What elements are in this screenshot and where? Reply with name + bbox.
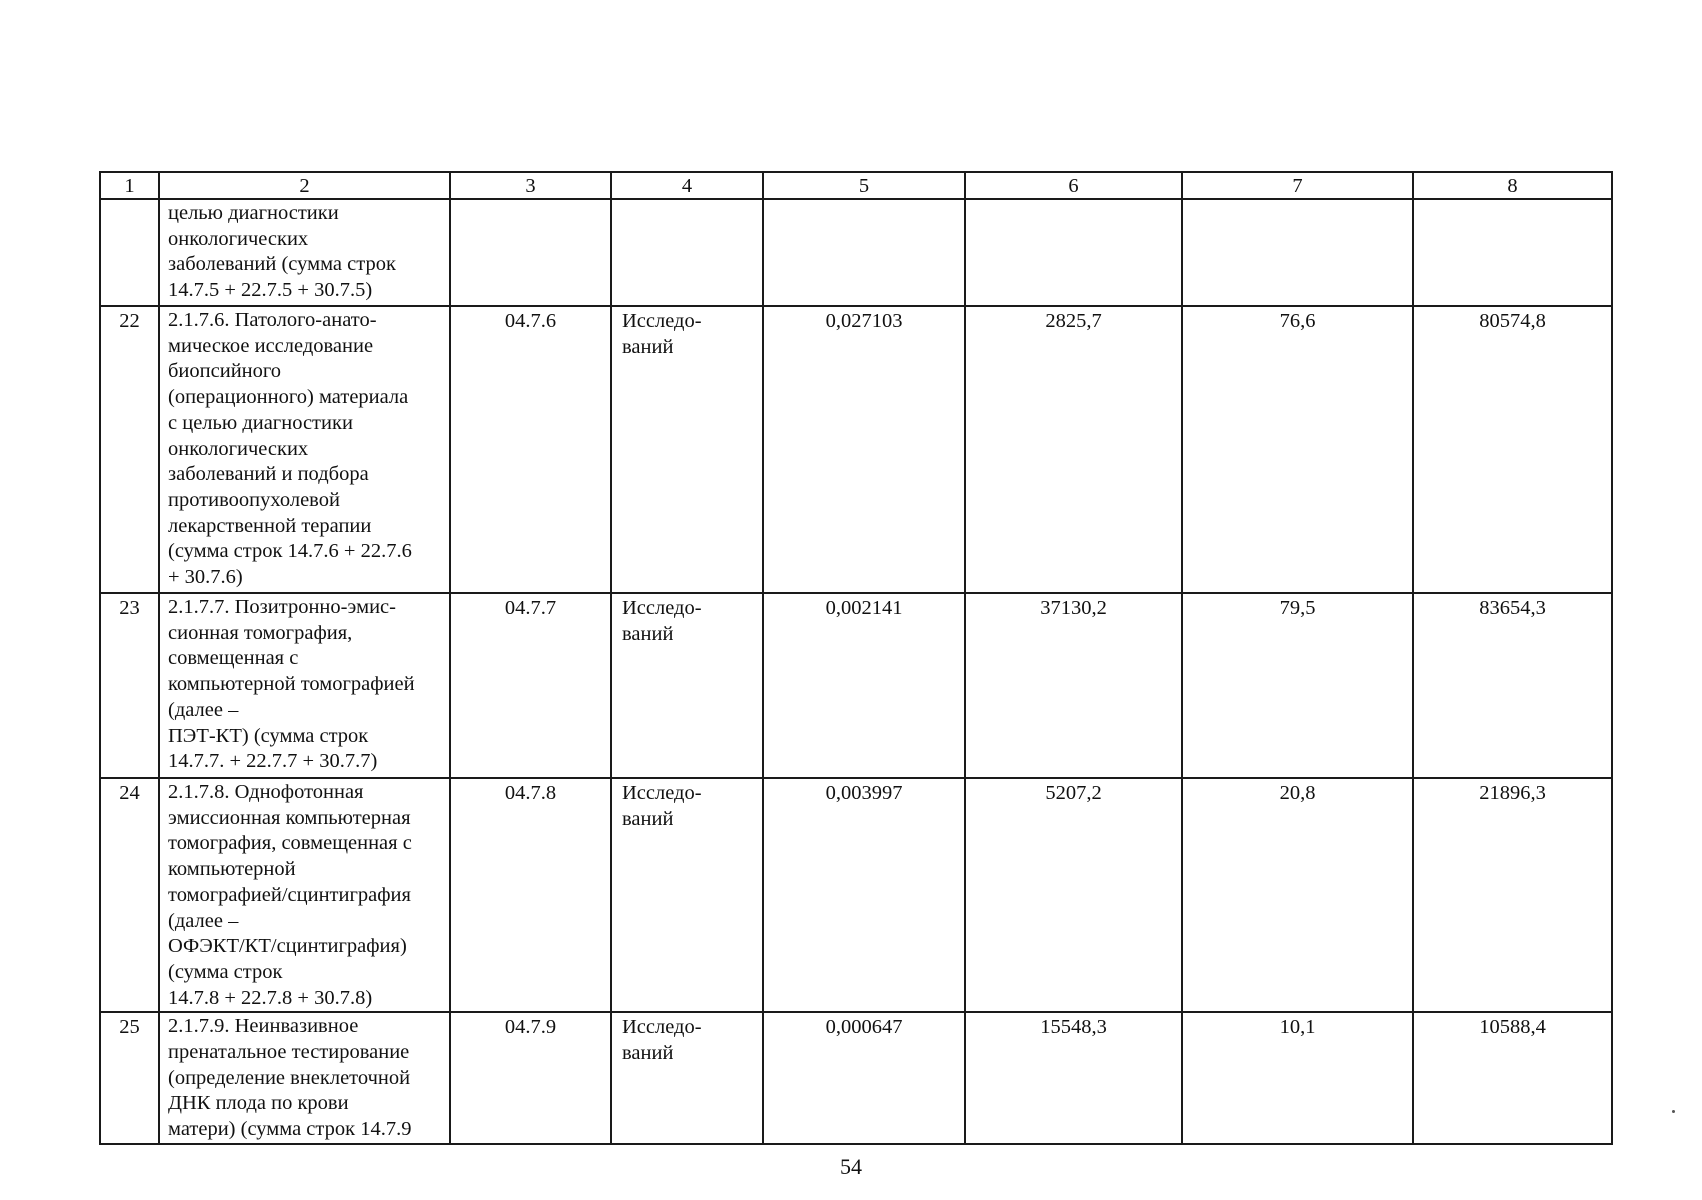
- column-header: 8: [1413, 172, 1612, 199]
- unit-cell: [611, 306, 763, 593]
- name-line: целью диагностики: [168, 202, 339, 224]
- col7-cell: 76,6: [1182, 306, 1413, 593]
- unit-cell: [611, 1012, 763, 1144]
- page-number: 54: [840, 1154, 862, 1179]
- name-line: сионная томография,: [168, 621, 353, 644]
- column-header: 5: [763, 172, 965, 199]
- name-line: онкологических: [168, 227, 309, 250]
- name-line: ОФЭКТ/КТ/сцинтиграфия): [168, 935, 407, 958]
- col7-cell: 10,1: [1182, 1012, 1413, 1144]
- name-line: томография, совмещенная с: [168, 832, 412, 855]
- col8-cell: 83654,3: [1413, 593, 1612, 778]
- row-number-cell: 25: [100, 1012, 159, 1144]
- name-line: ДНК плода по крови: [168, 1092, 349, 1115]
- column-header: 4: [611, 172, 763, 199]
- name-line: 14.7.5 + 22.7.5 + 30.7.5): [168, 279, 373, 302]
- column-header: 7: [1182, 172, 1413, 199]
- col7-cell: 20,8: [1182, 778, 1413, 1012]
- unit-cell: [611, 778, 763, 1012]
- unit-line: Исследо-: [622, 782, 702, 804]
- column-header: 2: [159, 172, 450, 199]
- name-line: противоопухолевой: [168, 488, 340, 511]
- code-cell: 04.7.8: [450, 778, 611, 1012]
- unit-line: ваний: [622, 622, 674, 645]
- col5-cell: 0,003997: [763, 778, 965, 1012]
- column-header: 1: [100, 172, 159, 199]
- name-line: пренатальное тестирование: [168, 1041, 410, 1064]
- name-line: (операционного) материала: [168, 386, 409, 409]
- name-line: биопсийного: [168, 360, 282, 383]
- name-line: матери) (сумма строк 14.7.9: [168, 1118, 412, 1141]
- row-name-cell: [159, 778, 450, 1012]
- col6-cell: 2825,7: [965, 306, 1182, 593]
- table-row: [100, 306, 1612, 593]
- col6-cell: 37130,2: [965, 593, 1182, 778]
- name-line: эмиссионная компьютерная: [168, 806, 411, 829]
- name-line: (далее –: [168, 698, 239, 721]
- col8-cell: 10588,4: [1413, 1012, 1612, 1144]
- unit-line: Исследо-: [622, 1016, 702, 1039]
- name-line: ПЭТ-КТ) (сумма строк: [168, 724, 369, 747]
- row-number-cell: 24: [100, 778, 159, 1012]
- name-line: 2.1.7.7. Позитронно-эмис-: [168, 596, 396, 618]
- column-header: 6: [965, 172, 1182, 199]
- col8-cell: 21896,3: [1413, 778, 1612, 1012]
- col6-cell: [965, 199, 1182, 306]
- table-row: [100, 778, 1612, 1012]
- name-line: (сумма строк: [168, 960, 283, 983]
- name-line: заболеваний (сумма строк: [168, 253, 396, 276]
- name-line: лекарственной терапии: [168, 514, 372, 537]
- scan-speck: [1672, 1110, 1675, 1113]
- col8-cell: [1413, 199, 1612, 306]
- name-line: мическое исследование: [168, 334, 374, 357]
- table-row: [100, 593, 1612, 778]
- col5-cell: 0,002141: [763, 593, 965, 778]
- unit-cell: [611, 199, 763, 306]
- name-line: (далее –: [168, 909, 239, 932]
- name-line: совмещенная с: [168, 647, 299, 670]
- code-cell: 04.7.7: [450, 593, 611, 778]
- name-line: компьютерной томографией: [168, 673, 415, 696]
- col6-cell: 5207,2: [965, 778, 1182, 1012]
- unit-line: ваний: [622, 1042, 674, 1065]
- col8-cell: 80574,8: [1413, 306, 1612, 593]
- col5-cell: [763, 199, 965, 306]
- unit-line: Исследо-: [622, 597, 702, 619]
- unit-line: ваний: [622, 335, 674, 358]
- row-name-cell: [159, 593, 450, 778]
- name-line: + 30.7.6): [168, 566, 243, 589]
- name-line: с целью диагностики: [168, 411, 353, 434]
- column-header: 3: [450, 172, 611, 199]
- table-row-continuation: [100, 199, 1612, 306]
- code-cell: [450, 199, 611, 306]
- name-line: компьютерной: [168, 858, 296, 881]
- code-cell: 04.7.9: [450, 1012, 611, 1144]
- name-line: (сумма строк 14.7.6 + 22.7.6: [168, 540, 412, 563]
- row-number-cell: 23: [100, 593, 159, 778]
- col6-cell: 15548,3: [965, 1012, 1182, 1144]
- row-name-cell: [159, 306, 450, 593]
- table-row: [100, 1012, 1612, 1144]
- code-cell: 04.7.6: [450, 306, 611, 593]
- header-row: [100, 172, 1612, 199]
- name-line: заболеваний и подбора: [168, 463, 369, 486]
- data-table: [99, 171, 1613, 1145]
- col7-cell: 79,5: [1182, 593, 1413, 778]
- unit-cell: [611, 593, 763, 778]
- col5-cell: 0,027103: [763, 306, 965, 593]
- name-line: 14.7.8 + 22.7.8 + 30.7.8): [168, 986, 373, 1009]
- row-name-cell: [159, 1012, 450, 1144]
- row-number-cell: 22: [100, 306, 159, 593]
- name-line: 2.1.7.6. Патолого-анато-: [168, 309, 377, 331]
- name-line: 2.1.7.8. Однофотонная: [168, 781, 364, 803]
- name-line: 2.1.7.9. Неинвазивное: [168, 1015, 359, 1038]
- row-name-cell: [159, 199, 450, 306]
- col7-cell: [1182, 199, 1413, 306]
- unit-line: ваний: [622, 807, 674, 830]
- row-number-cell: [100, 199, 159, 306]
- name-line: (определение внеклеточной: [168, 1066, 411, 1089]
- unit-line: Исследо-: [622, 310, 702, 332]
- name-line: 14.7.7. + 22.7.7 + 30.7.7): [168, 750, 378, 773]
- col5-cell: 0,000647: [763, 1012, 965, 1144]
- name-line: онкологических: [168, 437, 309, 460]
- name-line: томографией/сцинтиграфия: [168, 883, 411, 906]
